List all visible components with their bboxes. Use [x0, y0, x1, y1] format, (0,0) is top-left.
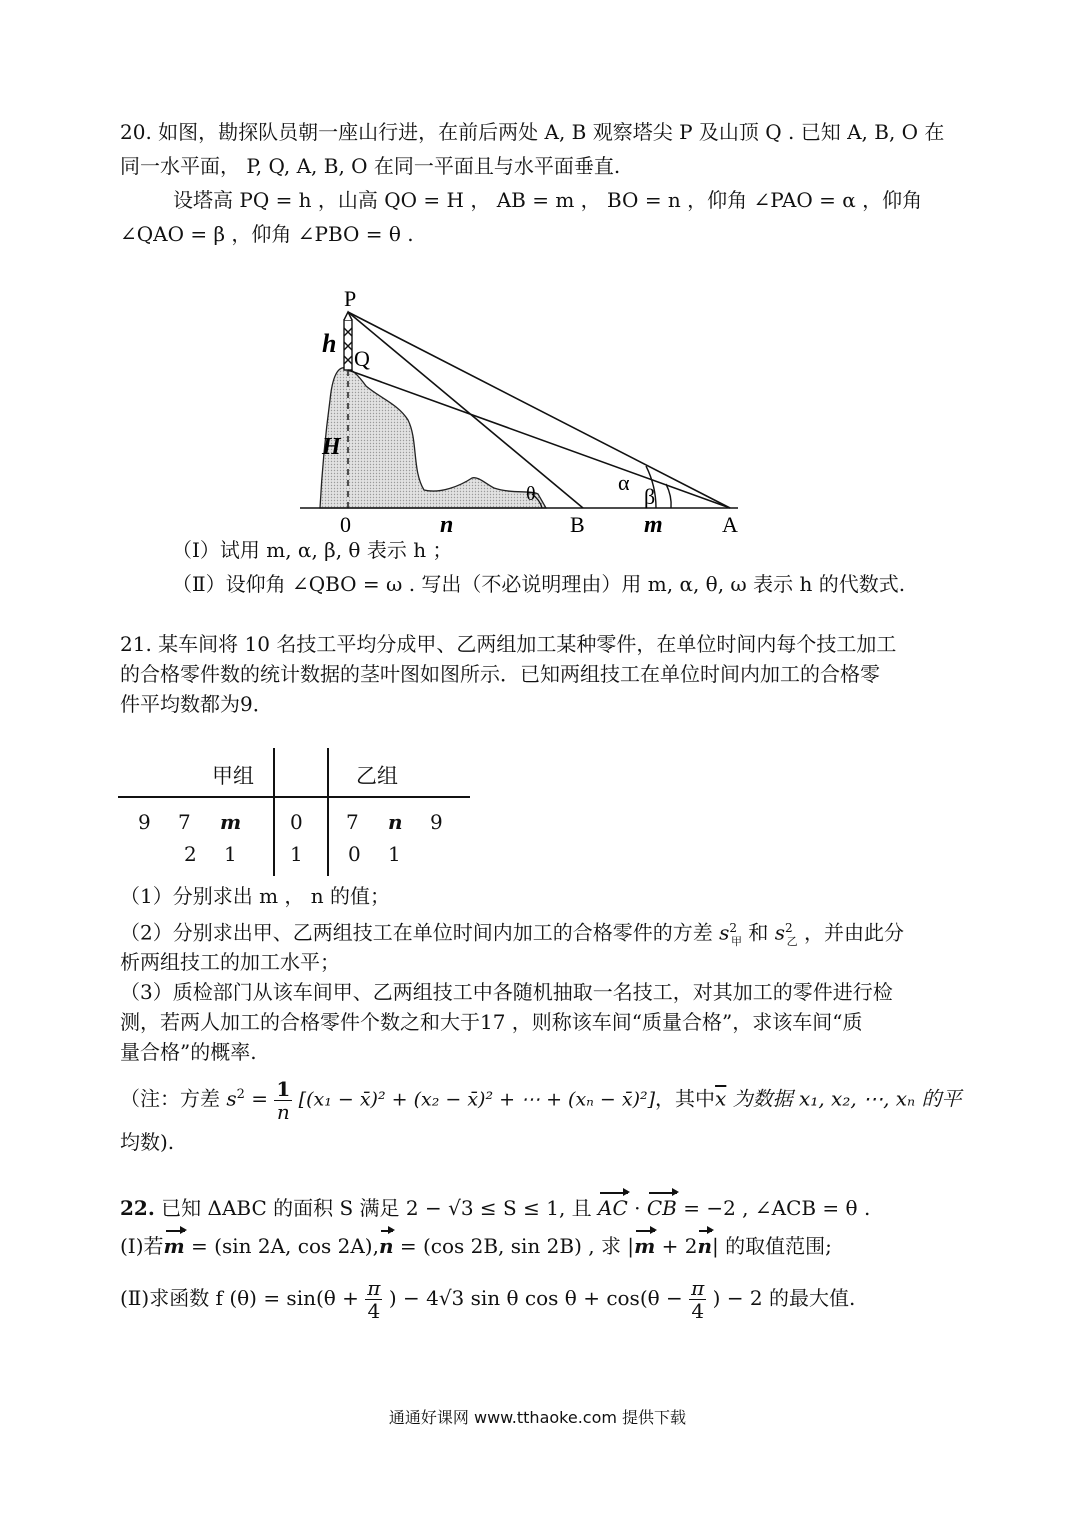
q22-line1: 22. 已知 ΔABC 的面积 S 满足 2 − √3 ≤ S ≤ 1, 且 AC · CB = −2 , ∠ACB = θ .: [120, 1196, 871, 1220]
label-P: P: [344, 286, 357, 311]
leaf-left: 1: [224, 842, 237, 866]
q20-part1: （Ⅰ）试用 m, α, β, θ 表示 h ；: [172, 538, 453, 562]
q20-part2: （Ⅱ）设仰角 ∠QBO = ω . 写出（不必说明理由）用 m, α, θ, ω 表示 h 的代数式.: [172, 572, 906, 596]
q22-p1: (Ⅰ)若m = (sin 2A, cos 2A),n = (cos 2B, sin 2B) , 求 |m + 2n| 的取值范围;: [120, 1234, 832, 1258]
vector-CB: CB: [646, 1196, 677, 1220]
leaf-left-m: m: [220, 810, 242, 834]
q21-p1: （1）分别求出 m ， n 的值；: [120, 884, 390, 908]
leaf-right: 1: [388, 842, 401, 866]
label-theta: θ: [526, 483, 536, 505]
q21-p3b: 测，若两人加工的合格零件个数之和大于17 ，则称该车间“质量合格”，求该车间“质: [120, 1010, 863, 1034]
group-yi-header: 乙组: [356, 764, 398, 788]
vector-AC: AC: [598, 1196, 628, 1220]
tower: [344, 312, 352, 370]
label-m: m: [644, 512, 663, 538]
q21-p3c: 量合格”的概率.: [120, 1040, 257, 1064]
q21-line1: 21. 某车间将 10 名技工平均分成甲、乙两组加工某种零件，在单位时间内每个技工加工: [120, 632, 897, 656]
stem: 1: [290, 842, 303, 866]
label-beta: β: [644, 484, 656, 509]
label-h: h: [322, 329, 337, 358]
mountain-shape: [320, 368, 546, 508]
q21-line3: 件平均数都为9．: [120, 692, 273, 716]
q20-line4: ∠QAO = β ，仰角 ∠PBO = θ .: [120, 222, 414, 246]
label-n: n: [440, 512, 454, 538]
leaf-left: 7: [178, 810, 191, 834]
label-B: B: [570, 512, 585, 537]
q21-note: （注：方差 $s^2$ = $\frac{1}{n}$ [(x₁ − x̄)² + (x₂ − x̄)² + ⋯ + (xₙ − x̄)²]，其中$\overline{x}$ 为数据 x₁, x₂, ⋯, xₙ 的平: [120, 1076, 962, 1124]
vector-m: m: [163, 1234, 185, 1258]
label-H: H: [322, 434, 341, 460]
leaf-left: 9: [138, 810, 151, 834]
q21-p2c: 析两组技工的加工水平；: [120, 950, 340, 974]
stem-leaf-plot: [118, 748, 470, 876]
label-Q: Q: [354, 346, 370, 371]
leaf-left: 2: [184, 842, 197, 866]
q21-p2: （2）分别求出甲、乙两组技工在单位时间内加工的合格零件的方差 $s^2_甲$ 和 $s^2_乙$ ，并由此分: [120, 920, 904, 948]
fraction-pi-over-4: $\frac{\pi}{4}$: [691, 1276, 705, 1323]
vector-n: n: [378, 1234, 394, 1258]
stem: 0: [290, 810, 303, 834]
label-alpha: α: [618, 470, 630, 495]
q21-line2: 的合格零件数的统计数据的茎叶图如图所示．已知两组技工在单位时间内加工的合格零: [120, 662, 880, 686]
group-jia-header: 甲组: [212, 764, 254, 788]
fraction-1-over-n: $\frac{1}{n}$: [276, 1076, 291, 1124]
mountain-tower-figure: [300, 280, 760, 540]
leaf-right-n: n: [388, 810, 403, 834]
q22-p2: (Ⅱ)求函数 f (θ) = sin(θ + $\frac{\pi}{4}$ ) − 4√3 sin θ cos θ + cos(θ − $\frac{\pi}{4}$ ) − 2 的最大值.: [120, 1276, 856, 1323]
leaf-right: 9: [430, 810, 443, 834]
fraction-pi-over-4: $\frac{\pi}{4}$: [367, 1276, 381, 1323]
q21-note-end: 均数).: [120, 1130, 175, 1154]
leaf-right: 0: [348, 842, 361, 866]
q20-line3: 设塔高 PQ = h ，山高 QO = H ， AB = m ， BO = n ，仰角 ∠PAO = α ，仰角: [173, 188, 923, 212]
q20-line2: 同一水平面， P, Q, A, B, O 在同一平面且与水平面垂直.: [120, 154, 621, 178]
label-O: 0: [340, 512, 351, 537]
leaf-right: 7: [346, 810, 359, 834]
label-A: A: [722, 512, 738, 537]
page-footer: 通通好课网 www.tthaoke.com 提供下载: [388, 1408, 687, 1427]
q21-p3a: （3）质检部门从该车间甲、乙两组技工中各随机抽取一名技工，对其加工的零件进行检: [120, 980, 893, 1004]
q20-line1: 20. 如图，勘探队员朝一座山行进，在前后两处 A, B 观察塔尖 P 及山顶 Q . 已知 A, B, O 在: [120, 120, 945, 144]
